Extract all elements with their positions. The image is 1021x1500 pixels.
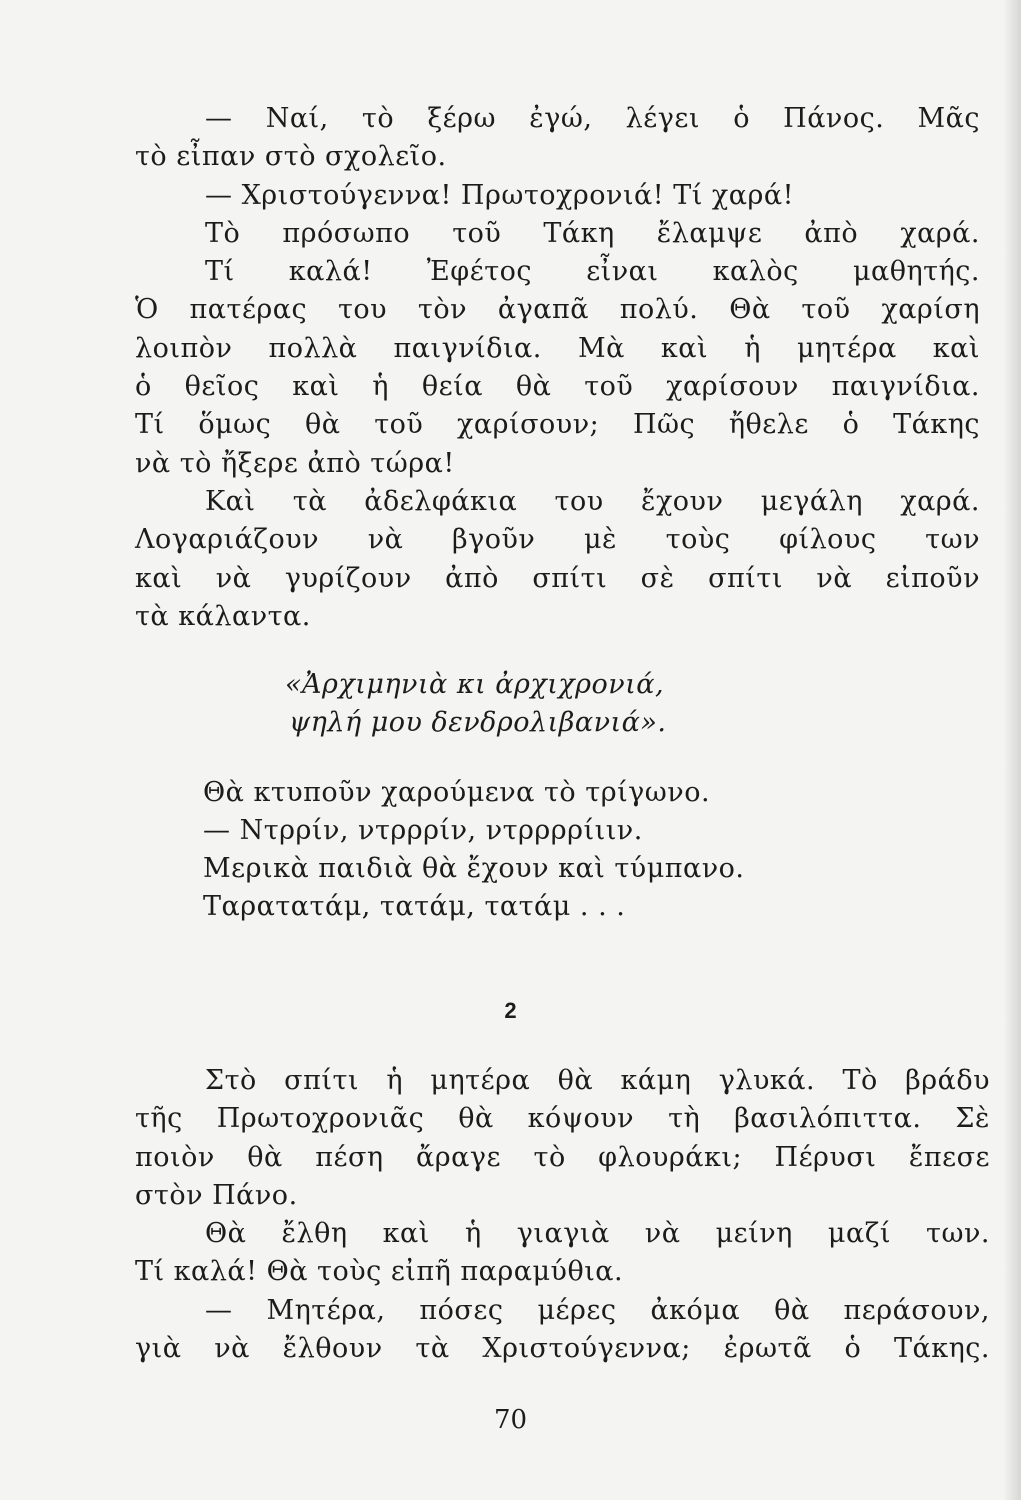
page-number: 70 — [493, 1405, 528, 1435]
paragraph-3 — [135, 215, 980, 483]
text-line: Στὸ σπίτι ἡ μητέρα θὰ κάμη γλυκά. Τὸ βράδυ — [205, 1065, 990, 1096]
text-line: τῆς Πρωτοχρονιᾶς θὰ κόψουν τὴ βασιλόπιττα. Σὲ — [135, 1103, 990, 1135]
poem-line: ψηλή μου δενδρολιβανιά». — [289, 707, 667, 739]
text-line: τὰ κάλαντα. — [135, 600, 311, 632]
top-text-block — [135, 100, 980, 926]
text-line: Θὰ ἔλθη καὶ ἡ γιαγιὰ νὰ μείνη μαζί των. — [205, 1218, 990, 1250]
text-line: — Μητέρα, πόσες μέρες ἀκόμα θὰ περάσουν, — [205, 1294, 990, 1326]
verse-line: Θὰ κτυποῦν χαρούμενα τὸ τρίγωνο. — [203, 777, 711, 809]
verse-line: — Ντρρίν, ντρρρίν, ντρρρρίιιν. — [203, 815, 643, 847]
poem-quote — [135, 666, 980, 742]
paragraph-5 — [135, 1062, 990, 1215]
verses-block — [135, 774, 980, 926]
text-line: γιὰ νὰ ἔλθουν τὰ Χριστούγεννα; ἐρωτᾶ ὁ Τάκης. — [135, 1333, 990, 1365]
page-edge-shadow — [1003, 0, 1021, 1500]
text-line: λοιπὸν πολλὰ παιγνίδια. Μὰ καὶ ἡ μητέρα καὶ — [135, 332, 980, 364]
text-line: καὶ νὰ γυρίζουν ἀπὸ σπίτι σὲ σπίτι νὰ εἰποῦν — [135, 562, 980, 594]
text-line: στὸν Πάνο. — [135, 1179, 298, 1211]
text-line: ὁ θεῖος καὶ ἡ θεία θὰ τοῦ χαρίσουν παιγνίδια. — [135, 371, 980, 403]
paragraph-4 — [135, 483, 980, 636]
text-line: Τί ὅμως θὰ τοῦ χαρίσουν; Πῶς ἤθελε ὁ Τάκης — [135, 409, 980, 441]
text-line: ποιὸν θὰ πέση ἄραγε τὸ φλουράκι; Πέρυσι ἔπεσε — [135, 1141, 990, 1173]
text-line: τὸ εἶπαν στὸ σχολεῖο. — [135, 141, 447, 173]
text-line: νὰ τὸ ἤξερε ἀπὸ τώρα! — [135, 447, 455, 479]
text-line: Τὸ πρόσωπο τοῦ Τάκη ἔλαμψε ἀπὸ χαρά. — [205, 217, 980, 249]
text-line: — Ναί, τὸ ξέρω ἐγώ, λέγει ὁ Πάνος. Μᾶς — [205, 103, 980, 134]
paragraph-6 — [135, 1215, 990, 1292]
text-line: Τί καλά! Ἐφέτος εἶναι καλὸς μαθητής. — [205, 256, 980, 288]
poem-line: «Ἀρχιμηνιὰ κι ἀρχιχρονιά, — [285, 669, 665, 701]
bottom-text-block — [135, 1062, 990, 1368]
text-line: Καὶ τὰ ἀδελφάκια του ἔχουν μεγάλη χαρά. — [205, 485, 980, 517]
text-line: Λογαριάζουν νὰ βγοῦν μὲ τοὺς φίλους των — [135, 524, 980, 556]
verse-line: Ταρατατάμ, τατάμ, τατάμ . . . — [203, 891, 626, 923]
paragraph-1 — [135, 100, 980, 177]
section-number: 2 — [504, 998, 517, 1023]
text-line: Τί καλά! Θὰ τοὺς εἰπῆ παραμύθια. — [135, 1256, 624, 1288]
text-line: Ὁ πατέρας του τὸν ἀγαπᾶ πολύ. Θὰ τοῦ χαρίση — [135, 294, 980, 326]
paragraph-2 — [135, 177, 980, 215]
verse-line: Μερικὰ παιδιὰ θὰ ἔχουν καὶ τύμπανο. — [203, 853, 745, 885]
text-line: — Χριστούγεννα! Πρωτοχρονιά! Τί χαρά! — [205, 179, 794, 211]
paragraph-7 — [135, 1292, 990, 1369]
